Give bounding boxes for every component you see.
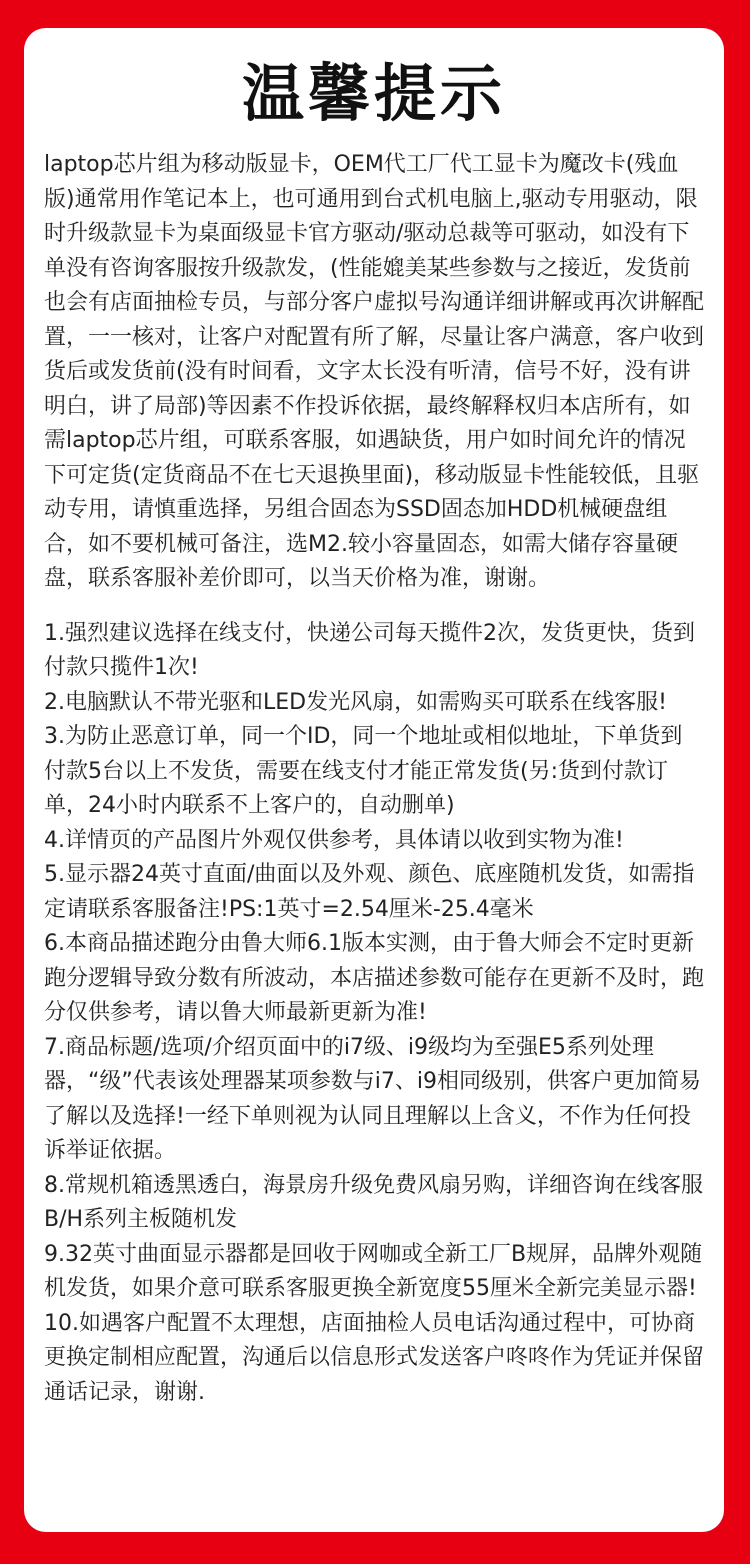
notice-item-6: 6.本商品描述跑分由鲁大师6.1版本实测，由于鲁大师会不定时更新跑分逻辑导致分数有所波动，本店描述参数可能存在更新不及时，跑分仅供参考，请以鲁大师最新更新为准! bbox=[44, 931, 705, 1025]
page-title: 温馨提示 bbox=[241, 57, 506, 130]
notice-list bbox=[44, 617, 704, 1411]
notice-item-8: 8.常规机箱透黑透白，海景房升级免费风扇另购，详细咨询在线客服B/H系列主板随机发 bbox=[44, 1172, 703, 1232]
notice-item-2: 2.电脑默认不带光驱和LED发光风扇，如需购买可联系在线客服! bbox=[44, 689, 667, 715]
notice-item-3: 3.为防止恶意订单，同一个ID，同一个地址或相似地址，下单货到付款5台以上不发货，需要在线支付才能正常发货(另:货到付款订单，24小时内联系不上客户的，自动删单) bbox=[44, 724, 683, 818]
notice-item-7: 7.商品标题/选项/介绍页面中的i7级、i9级均为至强E5系列处理器，“级”代表该处理器某项参数与i7、i9相同级别，供客户更加简易了解以及选择!一经下单则视为认同且理解以上含义，不作为任何投诉举证依据。 bbox=[44, 1034, 702, 1163]
notice-item-9: 9.32英寸曲面显示器都是回收于网咖或全新工厂B规屏，品牌外观随机发货，如果介意可联系客服更换全新宽度55厘米全新完美显示器! bbox=[44, 1241, 703, 1301]
notice-item-10: 10.如遇客户配置不太理想，店面抽检人员电话沟通过程中，可协商更换定制相应配置，沟通后以信息形式发送客户咚咚作为凭证并保留通话记录，谢谢. bbox=[44, 1310, 705, 1405]
notice-item-4: 4.详情页的产品图片外观仅供参考，具体请以收到实物为准! bbox=[44, 827, 624, 853]
notice-item-5: 5.显示器24英寸直面/曲面以及外观、颜色、底座随机发货，如需指定请联系客服备注!PS:1英寸=2.54厘米-25.4毫米 bbox=[44, 862, 695, 922]
notice-card bbox=[24, 28, 724, 1532]
notice-item-1: 1.强烈建议选择在线支付，快递公司每天揽件2次，发货更快，货到付款只揽件1次! bbox=[44, 620, 695, 680]
intro-paragraph: laptop芯片组为移动版显卡，OEM代工厂代工显卡为魔改卡(残血版)通常用作笔记本上，也可通用到台式机电脑上,驱动专用驱动，限时升级款显卡为桌面级显卡官方驱动/驱动总裁等可驱动，如没有下单没有咨询客服按升级款发，(性能媲美某些参数与之接近，发货前也会有店面抽检专员，与部分客户虚拟号沟通详细讲解或再次讲解配置，一一核对，让客户对配置有所了解，尽量让客户满意，客户收到货后或发货前(没有时间看，文字太长没有听清，信号不好，没有讲明白，讲了局部)等因素不作投诉依据，最终解释权归本店所有，如需laptop芯片组，可联系客服，如遇缺货，用户如时间允许的情况下可定货(定货商品不在七天退换里面)，移动版显卡性能较低，且驱动专用，请慎重选择，另组合固态为SSD固态加HDD机械硬盘组合，如不要机械可备注，选M2.较小容量固态，如需大储存容量硬盘，联系客服补差价即可，以当天价格为准，谢谢。 bbox=[44, 152, 705, 591]
